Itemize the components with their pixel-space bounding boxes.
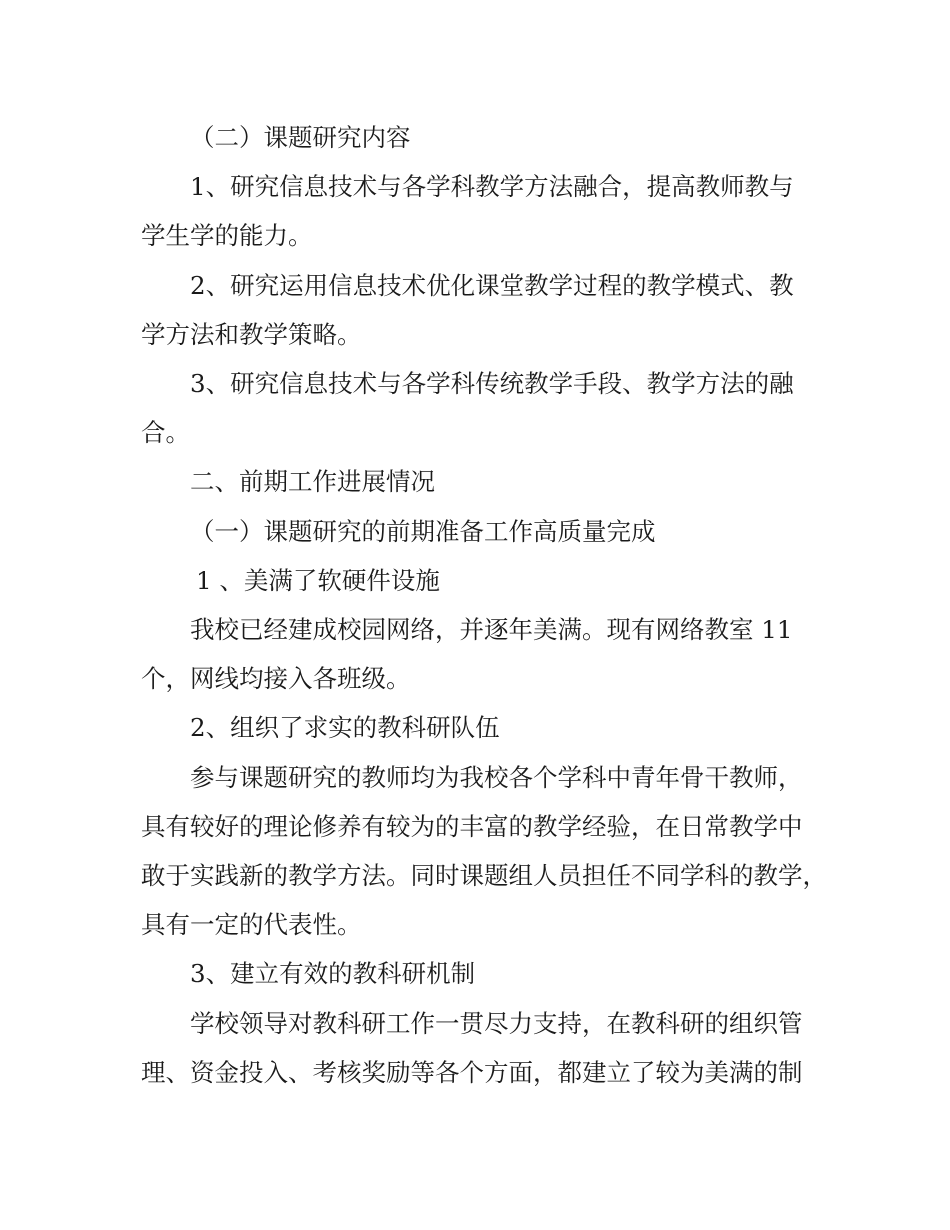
paragraph-line: 参与课题研究的教师均为我校各个学科中青年骨干教师， xyxy=(190,762,803,792)
paragraph-line: 学校领导对教科研工作一贯尽力支持，在教科研的组织管 xyxy=(190,1008,803,1038)
paragraph-line: 合。 xyxy=(141,418,190,448)
item-heading-facilities: 1 、美满了软硬件设施 xyxy=(196,565,440,595)
paragraph-line: 学生学的能力。 xyxy=(141,221,313,251)
paragraph-line: 2、研究运用信息技术优化课堂教学过程的教学模式、教 xyxy=(190,270,794,300)
section-heading-progress: 二、前期工作进展情况 xyxy=(190,467,435,497)
item-heading-mechanism: 3、建立有效的教科研机制 xyxy=(190,959,476,989)
paragraph-line: 3、研究信息技术与各学科传统教学手段、教学方法的融 xyxy=(190,369,794,399)
paragraph-line: 理、资金投入、考核奖励等各个方面，都建立了较为美满的制 xyxy=(141,1057,803,1087)
section-heading-research-content: （二）课题研究内容 xyxy=(190,123,411,152)
paragraph-line: 1、研究信息技术与各学科教学方法融合，提高教师教与 xyxy=(190,172,794,202)
paragraph-line: 具有一定的代表性。 xyxy=(141,910,362,940)
item-heading-team: 2、组织了求实的教科研队伍 xyxy=(190,713,500,743)
document-body xyxy=(141,113,831,1097)
paragraph-line: 具有较好的理论修养有较为的丰富的教学经验，在日常教学中 xyxy=(141,811,803,841)
subsection-heading-preparation: （一）课题研究的前期准备工作高质量完成 xyxy=(190,516,656,546)
paragraph-line: 我校已经建成校园网络，并逐年美满。现有网络教室 11 xyxy=(190,615,793,645)
paragraph-line: 个，网线均接入各班级。 xyxy=(141,664,411,694)
paragraph-line: 敢于实践新的教学方法。同时课题组人员担任不同学科的教学， xyxy=(141,861,827,891)
paragraph-line: 学方法和教学策略。 xyxy=(141,319,362,349)
